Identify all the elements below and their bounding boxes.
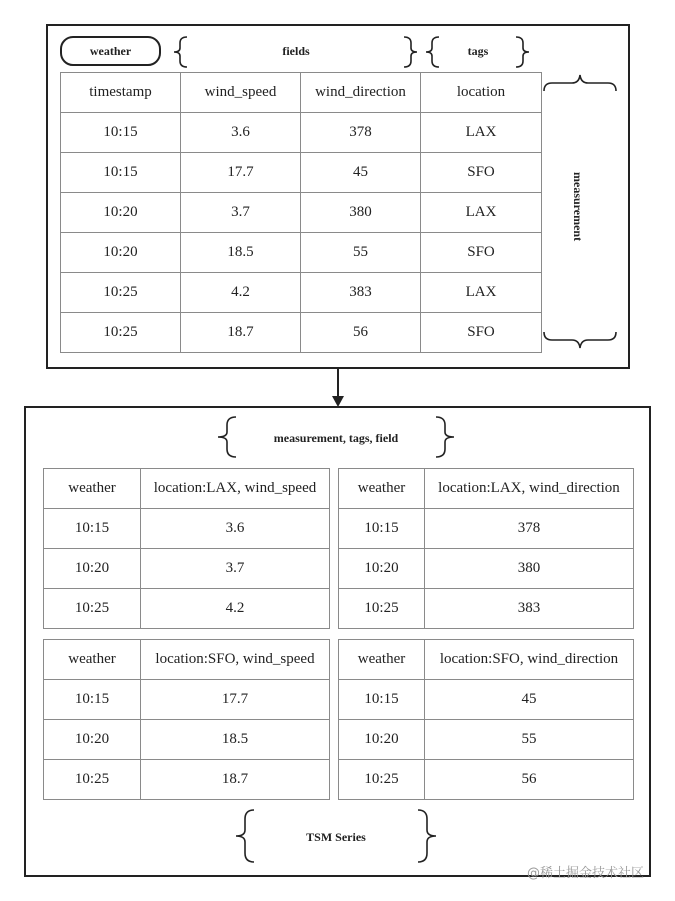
table-cell: 3.7 [181, 193, 301, 233]
table-cell: 18.7 [141, 760, 330, 800]
series-table-lax-wind-speed [43, 468, 330, 629]
table-cell: LAX [421, 193, 542, 233]
table-cell: 10:20 [61, 233, 181, 273]
table-cell: 45 [425, 680, 634, 720]
table-cell: 10:25 [44, 760, 141, 800]
table-cell: 18.5 [181, 233, 301, 273]
table-cell: 10:20 [61, 193, 181, 233]
table-cell: 10:20 [44, 720, 141, 760]
table-cell: 45 [301, 153, 421, 193]
table-cell: 10:20 [44, 549, 141, 589]
table-cell: 4.2 [181, 273, 301, 313]
series-key-label: measurement, tags, field [273, 431, 399, 445]
table-cell: 10:15 [339, 509, 425, 549]
table-cell: 17.7 [141, 680, 330, 720]
table-row [61, 113, 542, 153]
table-cell: SFO [421, 233, 542, 273]
header-cell: timestamp [61, 73, 181, 113]
table-row [61, 273, 542, 313]
flow-arrow [329, 368, 347, 410]
table-cell: LAX [421, 273, 542, 313]
table-row [61, 153, 542, 193]
table-row [61, 313, 542, 353]
table-cell: 3.6 [181, 113, 301, 153]
tags-brace-right [515, 36, 531, 68]
header-cell: weather [339, 469, 425, 509]
header-cell: location [421, 73, 542, 113]
table-cell: 10:20 [339, 549, 425, 589]
table-row [44, 549, 330, 589]
table-cell: 18.5 [141, 720, 330, 760]
measurement-side-label: measurement [571, 172, 585, 242]
fields-label: fields [282, 44, 310, 58]
table-cell: 10:15 [339, 680, 425, 720]
table-row [339, 589, 634, 629]
table-row [339, 760, 634, 800]
table-cell: 56 [425, 760, 634, 800]
tsm-brace-right [416, 809, 438, 863]
tsm-brace-left [234, 809, 256, 863]
header-cell: location:LAX, wind_speed [141, 469, 330, 509]
table-row [44, 589, 330, 629]
table-cell: 18.7 [181, 313, 301, 353]
table-row [339, 720, 634, 760]
table-cell: LAX [421, 113, 542, 153]
table-cell: 55 [301, 233, 421, 273]
table-cell: 378 [301, 113, 421, 153]
table-cell: 380 [425, 549, 634, 589]
table-cell: 3.7 [141, 549, 330, 589]
table-cell: 55 [425, 720, 634, 760]
table-cell: 380 [301, 193, 421, 233]
header-cell: wind_speed [181, 73, 301, 113]
series-table-sfo-wind-speed [43, 639, 330, 800]
table-cell: 3.6 [141, 509, 330, 549]
table-row [44, 720, 330, 760]
table-row [44, 760, 330, 800]
watermark: @稀土掘金技术社区 [527, 866, 645, 881]
table-cell: 10:25 [61, 273, 181, 313]
table-cell: 10:25 [339, 760, 425, 800]
table-cell: 17.7 [181, 153, 301, 193]
measurement-pill: weather [60, 36, 161, 66]
measurement-brace-bottom [543, 331, 617, 349]
header-cell: wind_direction [301, 73, 421, 113]
table-row [339, 509, 634, 549]
table-cell: 56 [301, 313, 421, 353]
table-cell: 383 [301, 273, 421, 313]
table-cell: 10:25 [61, 313, 181, 353]
table-cell: 10:25 [339, 589, 425, 629]
table-row [44, 680, 330, 720]
key-brace-left [216, 416, 238, 458]
table-cell: 10:25 [44, 589, 141, 629]
header-cell: location:SFO, wind_speed [141, 640, 330, 680]
table-cell: 378 [425, 509, 634, 549]
table-row [339, 549, 634, 589]
table-row [44, 509, 330, 549]
header-cell: weather [44, 469, 141, 509]
tsm-series-label: TSM Series [306, 830, 366, 844]
table-row [61, 233, 542, 273]
top-data-table [60, 72, 542, 353]
table-cell: 10:15 [44, 509, 141, 549]
header-cell: location:LAX, wind_direction [425, 469, 634, 509]
table-cell: 10:15 [61, 153, 181, 193]
measurement-brace-top [543, 74, 617, 92]
table-row [61, 193, 542, 233]
header-cell: weather [339, 640, 425, 680]
table-cell: 10:15 [61, 113, 181, 153]
table-cell: 10:15 [44, 680, 141, 720]
series-table-lax-wind-direction [338, 468, 634, 629]
header-cell: weather [44, 640, 141, 680]
tags-label: tags [467, 44, 489, 58]
header-cell: location:SFO, wind_direction [425, 640, 634, 680]
table-row [339, 680, 634, 720]
fields-brace-right [403, 36, 419, 68]
table-cell: SFO [421, 313, 542, 353]
table-cell: SFO [421, 153, 542, 193]
table-cell: 10:20 [339, 720, 425, 760]
series-table-sfo-wind-direction [338, 639, 634, 800]
table-cell: 4.2 [141, 589, 330, 629]
key-brace-right [434, 416, 456, 458]
table-cell: 383 [425, 589, 634, 629]
